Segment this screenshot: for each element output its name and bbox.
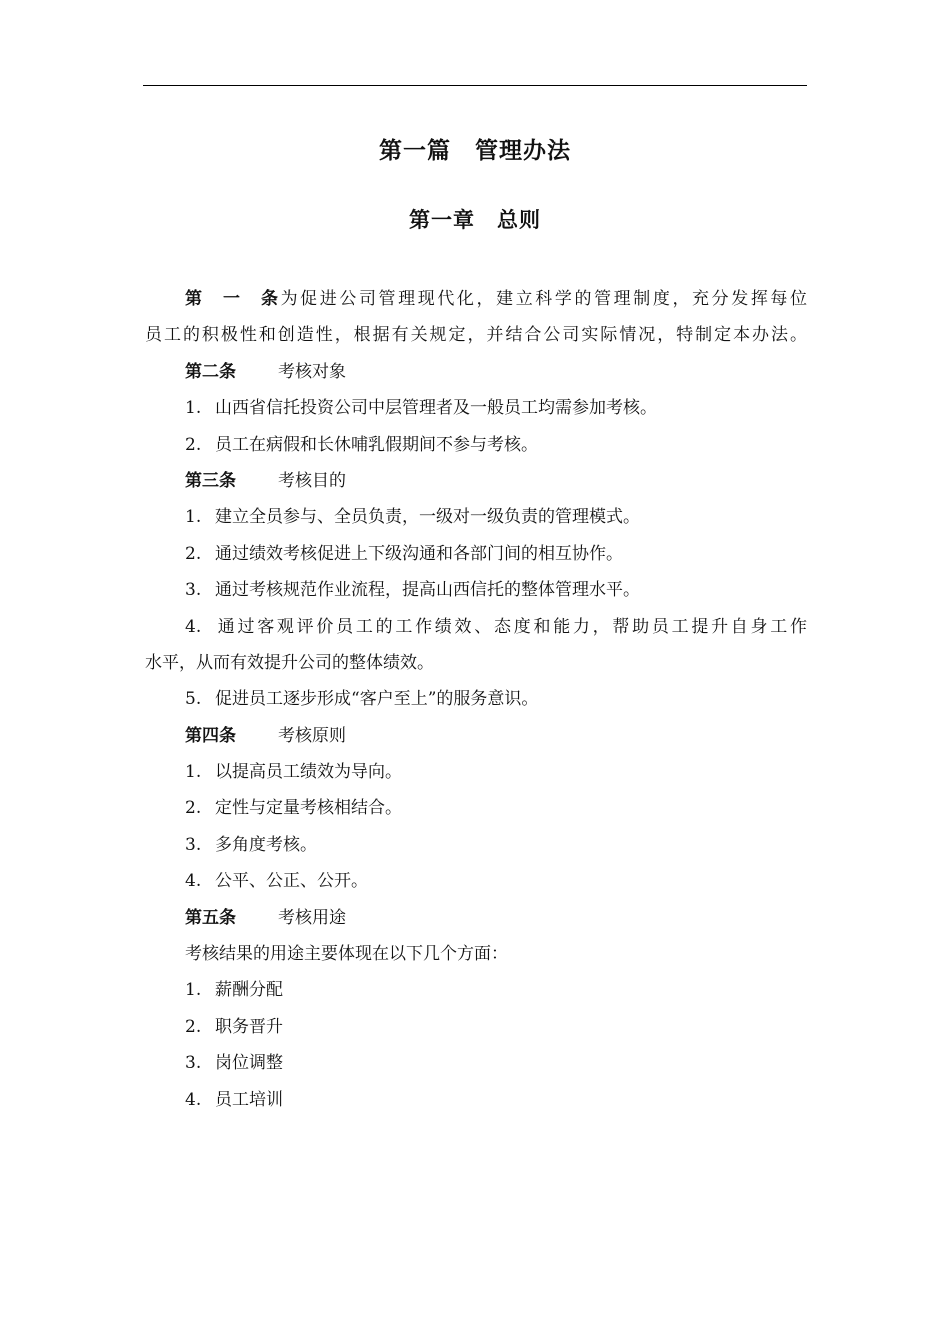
- list-item: [145, 681, 807, 717]
- list-text: 职务晋升: [215, 1016, 283, 1037]
- list-number: 2.: [185, 798, 202, 819]
- article-1-line: [145, 281, 807, 317]
- list-text: 多角度考核。: [215, 834, 317, 855]
- list-text: 岗位调整: [215, 1053, 283, 1074]
- list-number: 3.: [185, 1053, 202, 1074]
- list-item-continuation: 水平，从而有效提升公司的整体绩效。: [145, 652, 434, 673]
- list-text: 员工培训: [215, 1089, 283, 1110]
- list-number: 2.: [185, 1016, 202, 1037]
- article-label: 第一条: [185, 289, 278, 309]
- article-4-heading: [145, 718, 807, 754]
- list-item: [145, 972, 807, 1008]
- article-text: 为促进公司管理现代化，建立科学的管理制度，充分发挥每位: [278, 289, 807, 309]
- list-text: 通过绩效考核促进上下级沟通和各部门间的相互协作。: [215, 543, 623, 564]
- article-heading: 考核用途: [278, 907, 346, 928]
- list-item: [145, 536, 807, 572]
- list-number: 2.: [185, 543, 202, 564]
- list-number: 2.: [185, 434, 202, 455]
- article-label: 第五条: [185, 907, 236, 928]
- article-heading: 考核目的: [278, 470, 346, 491]
- list-item: [145, 1082, 807, 1118]
- list-number: 1.: [185, 398, 202, 419]
- list-text: 员工在病假和长休哺乳假期间不参与考核。: [215, 434, 538, 455]
- list-item: [145, 390, 807, 426]
- document-body: [145, 281, 807, 1118]
- list-item: [145, 427, 807, 463]
- list-number: 1.: [185, 762, 202, 783]
- list-number: 4.: [185, 871, 202, 892]
- list-text: 定性与定量考核相结合。: [215, 798, 402, 819]
- list-text: 薪酬分配: [215, 980, 283, 1001]
- article-label: 第四条: [185, 725, 236, 746]
- list-text: 通过考核规范作业流程，提高山西信托的整体管理水平。: [215, 580, 640, 601]
- list-text: 促进员工逐步形成“客户至上”的服务意识。: [215, 689, 539, 710]
- list-number: 5.: [185, 689, 202, 710]
- list-text: 建立全员参与、全员负责，一级对一级负责的管理模式。: [215, 507, 640, 528]
- list-number: 3.: [185, 834, 202, 855]
- part-title: 第一篇 管理办法: [379, 137, 571, 164]
- list-text: 以提高员工绩效为导向。: [215, 762, 402, 783]
- list-item: [145, 790, 807, 826]
- chapter-title: 第一章 总则: [409, 207, 541, 232]
- list-number: 4.: [185, 1089, 202, 1110]
- list-item: [145, 572, 807, 608]
- article-intro: 考核结果的用途主要体现在以下几个方面：: [185, 944, 508, 965]
- list-item: [145, 1009, 807, 1045]
- article-label: 第二条: [185, 361, 236, 382]
- list-text: 公平、公正、公开。: [215, 871, 368, 892]
- list-number: 4.: [185, 616, 202, 637]
- list-item: [145, 499, 807, 535]
- list-number: 3.: [185, 580, 202, 601]
- article-label: 第三条: [185, 470, 236, 491]
- list-item: [145, 1045, 807, 1081]
- article-5-heading: [145, 900, 807, 936]
- list-text: 山西省信托投资公司中层管理者及一般员工均需参加考核。: [215, 398, 657, 419]
- list-item: [145, 827, 807, 863]
- list-item: [145, 863, 807, 899]
- list-number: 1.: [185, 507, 202, 528]
- list-number: 1.: [185, 980, 202, 1001]
- article-3-heading: [145, 463, 807, 499]
- article-2-heading: [145, 354, 807, 390]
- list-item: [145, 609, 807, 645]
- list-item: [145, 754, 807, 790]
- header-rule: [143, 85, 807, 86]
- article-1-continuation: 员工的积极性和创造性，根据有关规定，并结合公司实际情况，特制定本办法。: [145, 325, 807, 346]
- list-text: 通过客观评价员工的工作绩效、态度和能力，帮助员工提升自身工作: [215, 616, 807, 637]
- article-heading: 考核对象: [278, 361, 346, 382]
- article-heading: 考核原则: [278, 725, 346, 746]
